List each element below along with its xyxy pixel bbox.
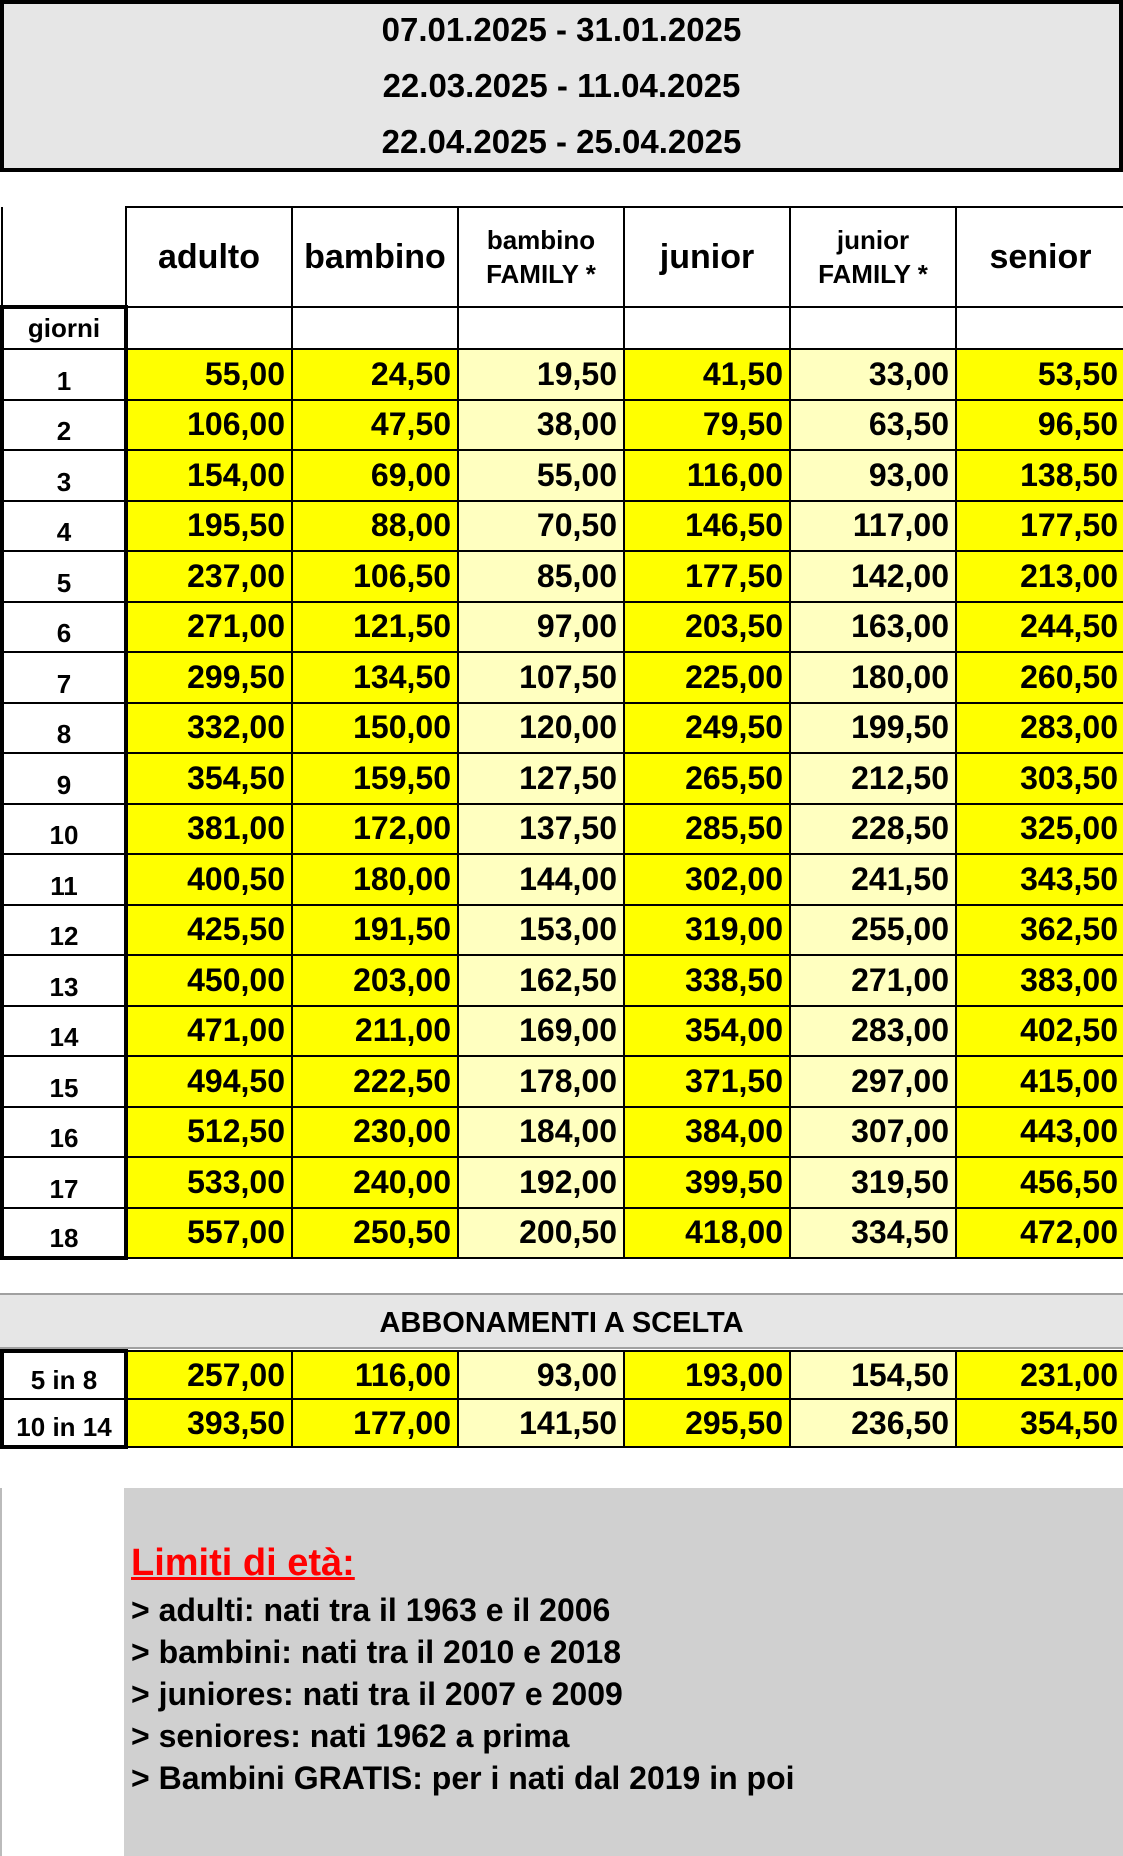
price-cell: 24,50 [292, 349, 458, 400]
day-number: 7 [2, 652, 126, 703]
price-cell: 354,00 [624, 1006, 790, 1057]
price-cell: 283,00 [956, 703, 1123, 754]
price-cell: 371,50 [624, 1056, 790, 1107]
column-header: junior FAMILY * [790, 207, 956, 307]
price-cell: 325,00 [956, 804, 1123, 855]
price-cell: 425,50 [126, 905, 292, 956]
price-cell: 88,00 [292, 501, 458, 552]
day-number: 11 [2, 854, 126, 905]
price-cell: 512,50 [126, 1107, 292, 1158]
price-cell: 381,00 [126, 804, 292, 855]
price-cell: 203,00 [292, 955, 458, 1006]
price-cell: 97,00 [458, 602, 624, 653]
price-cell: 295,50 [624, 1399, 790, 1447]
price-cell: 162,50 [458, 955, 624, 1006]
age-limits-panel [124, 1488, 1123, 1856]
age-limit-line: > seniores: nati 1962 a prima [131, 1718, 570, 1754]
price-cell: 172,00 [292, 804, 458, 855]
day-number: 15 [2, 1056, 126, 1107]
price-cell: 240,00 [292, 1157, 458, 1208]
column-header: junior [624, 207, 790, 307]
price-cell: 418,00 [624, 1208, 790, 1259]
column-header: bambino [292, 207, 458, 307]
day-number: 18 [2, 1208, 126, 1259]
price-cell: 285,50 [624, 804, 790, 855]
price-cell: 55,00 [458, 450, 624, 501]
age-limit-line: > Bambini GRATIS: per i nati dal 2019 in poi [131, 1760, 795, 1796]
price-cell: 154,50 [790, 1351, 956, 1399]
day-number: 8 [2, 703, 126, 754]
price-cell: 354,50 [126, 753, 292, 804]
table-row [2, 1157, 1123, 1208]
date-periods-header [0, 0, 1123, 172]
abbonamenti-table [0, 1349, 1123, 1449]
price-cell: 106,00 [126, 400, 292, 451]
day-number: 13 [2, 955, 126, 1006]
price-cell: 299,50 [126, 652, 292, 703]
price-cell: 120,00 [458, 703, 624, 754]
age-limits-title: Limiti di età: [131, 1542, 355, 1584]
price-cell: 134,50 [292, 652, 458, 703]
age-limit-line: > bambini: nati tra il 2010 e 2018 [131, 1634, 621, 1670]
price-cell: 260,50 [956, 652, 1123, 703]
price-cell: 177,00 [292, 1399, 458, 1447]
price-cell: 146,50 [624, 501, 790, 552]
price-cell: 33,00 [790, 349, 956, 400]
price-cell: 400,50 [126, 854, 292, 905]
price-cell: 142,00 [790, 551, 956, 602]
day-number: 4 [2, 501, 126, 552]
price-cell: 211,00 [292, 1006, 458, 1057]
abbonamento-row [2, 1399, 1123, 1447]
price-cell: 557,00 [126, 1208, 292, 1259]
price-cell: 150,00 [292, 703, 458, 754]
price-cell: 203,50 [624, 602, 790, 653]
price-cell: 200,50 [458, 1208, 624, 1259]
price-cell: 154,00 [126, 450, 292, 501]
price-cell: 255,00 [790, 905, 956, 956]
empty-cell [790, 307, 956, 349]
price-cell: 236,50 [790, 1399, 956, 1447]
divider [0, 1488, 2, 1856]
day-number: 16 [2, 1107, 126, 1158]
price-cell: 399,50 [624, 1157, 790, 1208]
price-cell: 393,50 [126, 1399, 292, 1447]
price-cell: 41,50 [624, 349, 790, 400]
table-row [2, 1056, 1123, 1107]
price-cell: 244,50 [956, 602, 1123, 653]
price-cell: 384,00 [624, 1107, 790, 1158]
price-cell: 338,50 [624, 955, 790, 1006]
price-cell: 144,00 [458, 854, 624, 905]
price-table [0, 206, 1123, 1260]
table-row [2, 753, 1123, 804]
price-cell: 343,50 [956, 854, 1123, 905]
day-number: 14 [2, 1006, 126, 1057]
price-cell: 228,50 [790, 804, 956, 855]
price-cell: 443,00 [956, 1107, 1123, 1158]
price-cell: 53,50 [956, 349, 1123, 400]
price-cell: 55,00 [126, 349, 292, 400]
price-cell: 222,50 [292, 1056, 458, 1107]
day-number: 12 [2, 905, 126, 956]
price-cell: 472,00 [956, 1208, 1123, 1259]
price-cell: 69,00 [292, 450, 458, 501]
empty-cell [624, 307, 790, 349]
day-number: 17 [2, 1157, 126, 1208]
price-cell: 533,00 [126, 1157, 292, 1208]
price-cell: 402,50 [956, 1006, 1123, 1057]
column-header: adulto [126, 207, 292, 307]
price-cell: 332,00 [126, 703, 292, 754]
price-cell: 307,00 [790, 1107, 956, 1158]
price-cell: 93,00 [458, 1351, 624, 1399]
price-cell: 415,00 [956, 1056, 1123, 1107]
price-cell: 303,50 [956, 753, 1123, 804]
price-cell: 241,50 [790, 854, 956, 905]
table-row [2, 501, 1123, 552]
price-cell: 116,00 [624, 450, 790, 501]
price-cell: 70,50 [458, 501, 624, 552]
price-cell: 177,50 [956, 501, 1123, 552]
day-number: 3 [2, 450, 126, 501]
empty-cell [458, 307, 624, 349]
price-cell: 153,00 [458, 905, 624, 956]
price-cell: 184,00 [458, 1107, 624, 1158]
price-cell: 169,00 [458, 1006, 624, 1057]
table-row [2, 1107, 1123, 1158]
age-limit-line: > adulti: nati tra il 1963 e il 2006 [131, 1592, 611, 1628]
table-row [2, 349, 1123, 400]
price-cell: 297,00 [790, 1056, 956, 1107]
price-cell: 212,50 [790, 753, 956, 804]
price-cell: 471,00 [126, 1006, 292, 1057]
price-cell: 96,50 [956, 400, 1123, 451]
column-header: bambino FAMILY * [458, 207, 624, 307]
days-label: giorni [2, 307, 126, 349]
price-cell: 494,50 [126, 1056, 292, 1107]
day-number: 9 [2, 753, 126, 804]
empty-cell [126, 307, 292, 349]
table-row [2, 804, 1123, 855]
date-period-2: 22.03.2025 - 11.04.2025 [382, 67, 741, 104]
price-cell: 354,50 [956, 1399, 1123, 1447]
table-row [2, 1006, 1123, 1057]
price-cell: 19,50 [458, 349, 624, 400]
price-cell: 93,00 [790, 450, 956, 501]
price-cell: 116,00 [292, 1351, 458, 1399]
price-cell: 178,00 [458, 1056, 624, 1107]
price-cell: 79,50 [624, 400, 790, 451]
price-cell: 180,00 [292, 854, 458, 905]
price-cell: 231,00 [956, 1351, 1123, 1399]
price-cell: 271,00 [790, 955, 956, 1006]
price-cell: 137,50 [458, 804, 624, 855]
price-cell: 191,50 [292, 905, 458, 956]
day-number: 2 [2, 400, 126, 451]
abbonamento-row [2, 1351, 1123, 1399]
price-cell: 192,00 [458, 1157, 624, 1208]
table-row [2, 955, 1123, 1006]
abbonamento-label: 10 in 14 [2, 1399, 126, 1447]
table-row [2, 905, 1123, 956]
table-row [2, 400, 1123, 451]
price-cell: 138,50 [956, 450, 1123, 501]
date-period-1: 07.01.2025 - 31.01.2025 [381, 11, 742, 48]
price-cell: 199,50 [790, 703, 956, 754]
age-limit-line: > juniores: nati tra il 2007 e 2009 [131, 1676, 623, 1712]
column-header: senior [956, 207, 1123, 307]
table-row [2, 551, 1123, 602]
column-header-row [2, 207, 1123, 307]
price-cell: 193,00 [624, 1351, 790, 1399]
price-cell: 180,00 [790, 652, 956, 703]
header-corner [2, 207, 126, 307]
date-period-3: 22.04.2025 - 25.04.2025 [381, 123, 742, 160]
price-cell: 249,50 [624, 703, 790, 754]
day-number: 5 [2, 551, 126, 602]
price-cell: 163,00 [790, 602, 956, 653]
price-cell: 47,50 [292, 400, 458, 451]
price-cell: 250,50 [292, 1208, 458, 1259]
day-number: 6 [2, 602, 126, 653]
table-row [2, 450, 1123, 501]
empty-cell [292, 307, 458, 349]
day-number: 10 [2, 804, 126, 855]
price-cell: 450,00 [126, 955, 292, 1006]
price-cell: 319,00 [624, 905, 790, 956]
price-cell: 159,50 [292, 753, 458, 804]
day-number: 1 [2, 349, 126, 400]
table-row [2, 602, 1123, 653]
price-cell: 230,00 [292, 1107, 458, 1158]
price-cell: 271,00 [126, 602, 292, 653]
abbonamento-label: 5 in 8 [2, 1351, 126, 1399]
price-cell: 319,50 [790, 1157, 956, 1208]
price-cell: 127,50 [458, 753, 624, 804]
table-row [2, 652, 1123, 703]
table-row [2, 1208, 1123, 1259]
price-cell: 225,00 [624, 652, 790, 703]
price-cell: 177,50 [624, 551, 790, 602]
price-cell: 38,00 [458, 400, 624, 451]
price-cell: 302,00 [624, 854, 790, 905]
price-cell: 237,00 [126, 551, 292, 602]
price-cell: 283,00 [790, 1006, 956, 1057]
price-cell: 383,00 [956, 955, 1123, 1006]
price-cell: 213,00 [956, 551, 1123, 602]
price-cell: 362,50 [956, 905, 1123, 956]
empty-cell [956, 307, 1123, 349]
table-row [2, 703, 1123, 754]
price-cell: 106,50 [292, 551, 458, 602]
price-cell: 456,50 [956, 1157, 1123, 1208]
price-cell: 85,00 [458, 551, 624, 602]
days-label-row [2, 307, 1123, 349]
price-cell: 121,50 [292, 602, 458, 653]
price-cell: 107,50 [458, 652, 624, 703]
price-cell: 257,00 [126, 1351, 292, 1399]
price-cell: 334,50 [790, 1208, 956, 1259]
table-row [2, 854, 1123, 905]
abbonamenti-title: ABBONAMENTI A SCELTA [0, 1293, 1123, 1349]
price-cell: 265,50 [624, 753, 790, 804]
price-cell: 141,50 [458, 1399, 624, 1447]
price-cell: 117,00 [790, 501, 956, 552]
price-cell: 63,50 [790, 400, 956, 451]
price-cell: 195,50 [126, 501, 292, 552]
